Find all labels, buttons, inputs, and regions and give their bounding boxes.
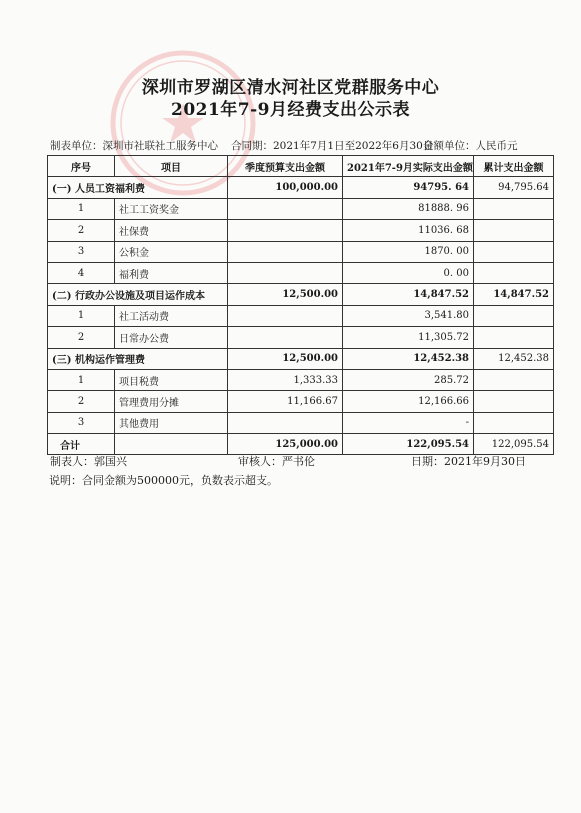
- row-budget: [228, 412, 343, 433]
- table-row: [48, 327, 554, 348]
- row-total: [474, 262, 554, 283]
- header-budget: 季度预算支出金额: [228, 156, 343, 177]
- row-budget: 11,166.67: [228, 391, 343, 412]
- section-actual: 94795. 64: [343, 177, 474, 198]
- row-item: 福利费: [115, 262, 228, 283]
- row-actual: -: [343, 412, 474, 433]
- row-actual: 1870. 00: [343, 241, 474, 262]
- row-actual: 11036. 68: [343, 220, 474, 241]
- meta-currency: 金额单位：人民币元: [423, 140, 518, 152]
- section-total: 94,795.64: [474, 177, 554, 198]
- row-actual: 3,541.80: [343, 305, 474, 326]
- row-budget: [228, 198, 343, 219]
- row-total: [474, 305, 554, 326]
- row-budget: [228, 305, 343, 326]
- maker-label: 制表人：郭国兴: [50, 455, 127, 468]
- page-title-org: 深圳市罗湖区清水河社区党群服务中心: [141, 78, 440, 98]
- total-actual: 122,095.54: [343, 434, 474, 455]
- total-row: [48, 434, 554, 455]
- header-actual: 2021年7-9月实际支出金额: [343, 156, 474, 177]
- row-no: 3: [48, 412, 115, 433]
- row-total: [474, 241, 554, 262]
- table-row: [48, 369, 554, 390]
- row-actual: 285.72: [343, 369, 474, 390]
- page-title-report: 2021年7-9月经费支出公示表: [170, 100, 411, 120]
- row-item: 其他费用: [115, 412, 228, 433]
- row-total: [474, 198, 554, 219]
- section-title: (一) 人员工资福利费: [48, 177, 228, 198]
- expense-table: [47, 155, 554, 455]
- row-item: 社保费: [115, 220, 228, 241]
- row-item: 公积金: [115, 241, 228, 262]
- total-total: 122,095.54: [474, 434, 554, 455]
- row-item: 管理费用分摊: [115, 391, 228, 412]
- row-item: 项目税费: [115, 369, 228, 390]
- table-row: [48, 220, 554, 241]
- row-no: 2: [48, 220, 115, 241]
- row-budget: [228, 220, 343, 241]
- row-item: 社工活动费: [115, 305, 228, 326]
- row-item: 社工工资奖金: [115, 198, 228, 219]
- row-total: [474, 369, 554, 390]
- table-header-row: [48, 156, 554, 177]
- row-budget: 1,333.33: [228, 369, 343, 390]
- row-no: 2: [48, 327, 115, 348]
- row-no: 2: [48, 391, 115, 412]
- section-title: (二) 行政办公设施及项目运作成本: [48, 284, 228, 305]
- total-budget: 125,000.00: [228, 434, 343, 455]
- table-row: [48, 241, 554, 262]
- row-budget: [228, 262, 343, 283]
- row-no: 1: [48, 369, 115, 390]
- table-row: [48, 391, 554, 412]
- section-budget: 12,500.00: [228, 348, 343, 369]
- row-actual: 0. 00: [343, 262, 474, 283]
- section-actual: 14,847.52: [343, 284, 474, 305]
- row-item: 日常办公费: [115, 327, 228, 348]
- meta-period: 合同期：2021年7月1日至2022年6月30日: [231, 140, 434, 152]
- date-label: 日期：2021年9月30日: [411, 455, 526, 468]
- section-budget: 12,500.00: [228, 284, 343, 305]
- note-text: 说明：合同金额为500000元，负数表示超支。: [49, 474, 278, 487]
- section-title: (三) 机构运作管理费: [48, 348, 228, 369]
- row-no: 4: [48, 262, 115, 283]
- row-budget: [228, 327, 343, 348]
- row-total: [474, 412, 554, 433]
- header-total: 累计支出金额: [474, 156, 554, 177]
- row-actual: 81888. 96: [343, 198, 474, 219]
- total-item-empty: [115, 434, 228, 455]
- total-label: 合计: [48, 434, 115, 455]
- table-row: [48, 262, 554, 283]
- section-total: 12,452.38: [474, 348, 554, 369]
- section-budget: 100,000.00: [228, 177, 343, 198]
- row-no: 3: [48, 241, 115, 262]
- row-budget: [228, 241, 343, 262]
- header-no: 序号: [48, 156, 115, 177]
- reviewer-label: 审核人：严书伦: [238, 455, 315, 468]
- section-row: [48, 348, 554, 369]
- row-total: [474, 327, 554, 348]
- table-row: [48, 305, 554, 326]
- section-row: [48, 284, 554, 305]
- header-item: 项目: [115, 156, 228, 177]
- row-actual: 11,305.72: [343, 327, 474, 348]
- table-row: [48, 198, 554, 219]
- row-total: [474, 391, 554, 412]
- row-total: [474, 220, 554, 241]
- section-actual: 12,452.38: [343, 348, 474, 369]
- section-row: [48, 177, 554, 198]
- meta-unit: 制表单位：深圳市社联社工服务中心: [50, 140, 218, 152]
- section-total: 14,847.52: [474, 284, 554, 305]
- table-row: [48, 412, 554, 433]
- row-no: 1: [48, 198, 115, 219]
- row-no: 1: [48, 305, 115, 326]
- row-actual: 12,166.66: [343, 391, 474, 412]
